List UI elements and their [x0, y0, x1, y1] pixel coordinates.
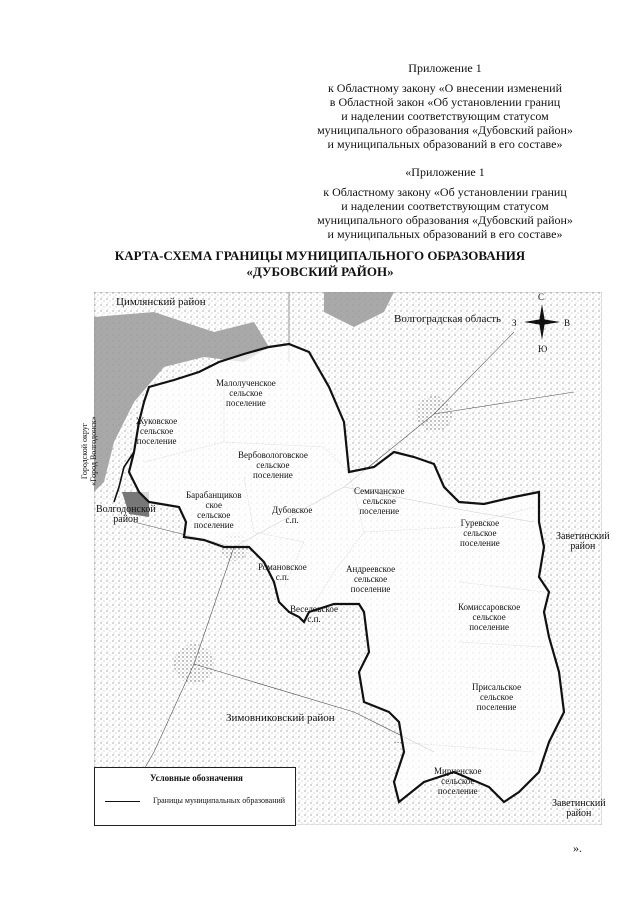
label-line: поселение	[253, 470, 293, 480]
appendix1-title: Приложение 1	[408, 61, 482, 75]
map-title	[60, 248, 580, 280]
label-line: Волгодонской	[96, 504, 156, 515]
label-line: Комиссаровское	[458, 602, 521, 612]
label-line: сельское	[197, 510, 231, 520]
label-line: с.п.	[285, 515, 299, 525]
label-line: ское	[205, 500, 222, 510]
label-line: поселение	[136, 436, 177, 446]
label-line: район	[566, 808, 592, 819]
label-line: сельское	[479, 692, 514, 702]
label-line: поселение	[460, 538, 500, 548]
label-zhukovskoe	[136, 416, 177, 446]
compass-rose-icon	[522, 302, 562, 342]
label-veselovskoe	[290, 604, 338, 624]
appendix2-title: «Приложение 1	[405, 165, 485, 179]
label-line: поселение	[476, 702, 517, 712]
label-line: Вербовологовское	[238, 450, 308, 460]
label-line: «Город Волгодонск»	[89, 416, 98, 486]
label-line: сельское	[441, 776, 475, 786]
label-volgograd-oblast: Волгоградская область	[394, 313, 502, 325]
map-title-line2: «ДУБОВСКИЙ РАЙОН»	[246, 264, 394, 279]
label-line: Заветинский	[556, 531, 610, 542]
appendix1-line: к Областному закону «О внесении изменений	[327, 81, 563, 95]
label-line: сельское	[256, 460, 290, 470]
legend-title: Условные обозначения	[150, 773, 243, 783]
label-line: Дубовское	[272, 505, 313, 515]
label-line: Веселовское	[290, 604, 339, 614]
label-line: Гуревское	[460, 518, 500, 528]
label-line: поселение	[437, 786, 478, 796]
label-line: Романовское	[258, 562, 307, 572]
label-line: с.п.	[307, 614, 321, 624]
label-gurevskoe	[460, 518, 500, 548]
closing-quote: ».	[573, 841, 582, 855]
label-zavetinsky-bottom	[552, 799, 606, 819]
label-zavetinsky-top	[556, 532, 610, 552]
label-line: Малолученское	[216, 378, 276, 388]
map-canvas	[94, 292, 602, 825]
compass-east: В	[564, 318, 571, 328]
label-tsimlyansky: Цимлянский район	[116, 296, 206, 308]
label-line: Андреевское	[346, 564, 396, 574]
appendix2-line: и муниципальных образований в его составе»	[327, 227, 563, 241]
label-line: Городской округ	[80, 422, 89, 480]
appendix2-line: и наделении соответствующим статусом	[341, 199, 549, 213]
appendix1-line: и наделении соответствующим статусом	[341, 109, 549, 123]
label-dubovskoe	[272, 505, 312, 525]
legend-boundary-swatch	[105, 801, 140, 802]
appendix1-line: муниципального образования «Дубовский район»	[317, 123, 573, 137]
label-zimovnikovsky: Зимовниковский район	[226, 712, 335, 724]
label-line: сельское	[229, 388, 263, 398]
label-volgodonsky	[96, 505, 156, 525]
label-line: сельское	[463, 528, 497, 538]
label-line: район	[570, 541, 596, 552]
label-malolуchenskoe	[216, 378, 276, 408]
label-semichanskoe	[354, 486, 404, 516]
label-line: сельское	[362, 496, 396, 506]
district-map	[80, 292, 610, 825]
label-line: Мирненское	[434, 766, 482, 776]
appendix-note	[290, 61, 600, 241]
label-line: с.п.	[275, 572, 290, 582]
label-line: Жуковское	[136, 416, 178, 426]
label-mirnenskoe	[434, 766, 481, 796]
label-verbovologovskoe	[238, 450, 308, 480]
label-barabanshchikovskoe	[186, 490, 241, 530]
label-komissarovskoe	[458, 602, 520, 632]
appendix2-line: муниципального образования «Дубовский район»	[317, 213, 573, 227]
label-line: Заветинский	[552, 798, 606, 809]
label-line: поселение	[350, 584, 391, 594]
appendix1-line: и муниципальных образований в его составе»	[327, 137, 563, 151]
label-line: поселение	[193, 520, 234, 530]
compass-west: З	[512, 318, 517, 328]
label-andreevskoe	[346, 564, 395, 594]
label-line: поселение	[359, 506, 400, 516]
legend-boundary-label: Границы муниципальных образований	[153, 796, 286, 805]
label-line: Присальское	[472, 682, 522, 692]
label-line: Семичанское	[354, 486, 405, 496]
compass-north: С	[538, 292, 545, 302]
compass-south: Ю	[538, 344, 548, 354]
appendix1-line: в Областной закон «Об установлении границ	[329, 95, 561, 109]
label-line: район	[113, 514, 139, 525]
label-volgodonsk-city	[80, 404, 100, 494]
label-line: поселение	[226, 398, 266, 408]
label-line: сельское	[472, 612, 506, 622]
label-line: поселение	[469, 622, 509, 632]
label-line: сельское	[353, 574, 388, 584]
label-prisalskoe	[472, 682, 521, 712]
label-line: сельское	[140, 426, 174, 436]
map-legend	[94, 767, 296, 826]
label-romanovskoe	[258, 562, 307, 582]
label-line: Барабанщиков	[186, 490, 242, 500]
appendix2-line: к Областному закону «Об установлении границ	[323, 185, 567, 199]
map-title-line1: КАРТА-СХЕМА ГРАНИЦЫ МУНИЦИПАЛЬНОГО ОБРАЗОВАНИЯ	[114, 248, 526, 263]
